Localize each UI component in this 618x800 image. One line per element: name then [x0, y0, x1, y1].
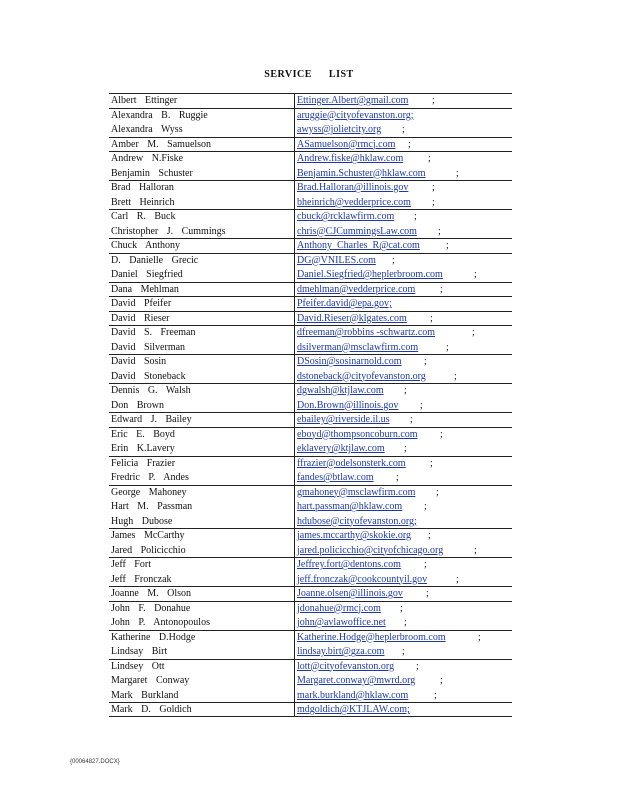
contact-email-link[interactable]: mark.burkland@hklaw.com [297, 689, 409, 701]
list-item [109, 296, 512, 311]
list-item [109, 137, 512, 152]
contact-email-link[interactable]: jared.policicchio@cityofchicago.org [297, 544, 444, 556]
list-item [109, 267, 512, 282]
separator-semicolon: ; [428, 530, 431, 541]
contact-name: John F. Donahue [111, 602, 191, 614]
list-item [109, 93, 512, 108]
contact-name: Chuck Anthony [111, 240, 181, 251]
separator-semicolon: ; [440, 283, 443, 295]
list-item [109, 325, 512, 340]
contact-email-link[interactable]: john@avlawoffice.net [297, 617, 386, 628]
contact-email-link[interactable]: ffrazier@odelsonsterk.com [297, 457, 406, 469]
contact-name: Jeff Fronczak [111, 573, 172, 585]
list-item [109, 180, 512, 195]
contact-name: Alexandra Wyss [111, 124, 183, 135]
contact-email-link[interactable]: Don.Brown@illinois.gov [297, 399, 399, 411]
list-item [109, 108, 512, 123]
separator-semicolon: ; [472, 327, 475, 338]
contact-name: Jared Policicchio [111, 544, 186, 556]
contact-email-link[interactable]: chris@CJCummingsLaw.com [297, 225, 417, 237]
separator-semicolon: ; [392, 254, 395, 266]
separator-semicolon: ; [432, 182, 435, 193]
contact-name: Daniel Siegfried [111, 269, 183, 280]
separator-semicolon: ; [478, 631, 481, 643]
contact-email-link[interactable]: dfreeman@robbins -schwartz.com [297, 327, 436, 338]
contact-email-link[interactable]: Katherine.Hodge@heplerbroom.com [297, 631, 446, 643]
separator-semicolon: ; [408, 138, 411, 150]
contact-name: Mark Burkland [111, 689, 179, 701]
contact-email-link[interactable]: gmahoney@msclawfirm.com [297, 486, 416, 498]
contact-email-link[interactable]: dstoneback@cityofevanston.org [297, 370, 426, 382]
list-item [109, 238, 512, 253]
contact-email-link[interactable]: cbuck@rcklawfirm.com [297, 211, 395, 222]
separator-semicolon: ; [424, 501, 427, 512]
list-item [109, 659, 512, 674]
contact-name: Erin K.Lavery [111, 443, 175, 454]
contact-name: David Sosin [111, 356, 167, 367]
list-item [109, 340, 512, 355]
contact-name: Christopher J. Cummings [111, 225, 226, 237]
contact-name: Katherine D.Hodge [111, 631, 196, 643]
contact-name: Dennis G. Walsh [111, 385, 191, 396]
contact-email-link[interactable]: dgwalsh@ktjlaw.com [297, 385, 384, 396]
list-item [109, 485, 512, 500]
service-list [109, 93, 512, 717]
column-divider [294, 93, 295, 717]
contact-email-link[interactable]: lott@cityofevanston.org [297, 660, 395, 672]
separator-semicolon: ; [400, 602, 403, 614]
separator-semicolon: ; [474, 544, 477, 556]
contact-name: Alexandra B. Ruggie [111, 109, 208, 121]
contact-name: Eric E. Boyd [111, 428, 175, 440]
list-item [109, 209, 512, 224]
contact-email-link[interactable]: jeff.fronczak@cookcountyil.gov [297, 573, 428, 585]
separator-semicolon: ; [430, 312, 433, 324]
list-item [109, 398, 512, 413]
separator-semicolon: ; [428, 153, 431, 164]
separator-semicolon: ; [404, 617, 407, 628]
separator-semicolon: ; [436, 486, 439, 498]
contact-email-link[interactable]: ASamuelson@rmcj.com [297, 138, 396, 150]
list-item [109, 369, 512, 384]
contact-name: David Pfeifer [111, 298, 172, 309]
list-item [109, 412, 512, 427]
contact-email-link[interactable]: fandes@btlaw.com [297, 472, 374, 483]
list-item [109, 166, 512, 181]
separator-semicolon: ; [410, 414, 413, 425]
list-item [109, 499, 512, 514]
list-item [109, 427, 512, 442]
separator-semicolon: ; [396, 472, 399, 483]
contact-email-link[interactable]: Daniel.Siegfried@heplerbroom.com [297, 269, 443, 280]
separator-semicolon: ; [430, 457, 433, 469]
separator-semicolon: ; [456, 167, 459, 179]
contact-name: Carl R. Buck [111, 211, 176, 222]
list-item [109, 673, 512, 688]
separator-semicolon: ; [434, 689, 437, 701]
contact-name: D. Danielle Grecic [111, 254, 199, 266]
contact-name: George Mahoney [111, 486, 187, 498]
list-item [109, 644, 512, 659]
contact-email-link[interactable]: lindsay.birt@gza.com [297, 646, 385, 657]
contact-email-link[interactable]: bheinrich@vedderprice.com [297, 196, 411, 208]
contact-name: Brett Heinrich [111, 196, 175, 208]
contact-email-link[interactable]: ebailey@riverside.il.us [297, 414, 390, 425]
list-item [109, 151, 512, 166]
list-item [109, 572, 512, 587]
contact-name: Joanne M. Olson [111, 588, 192, 599]
contact-name: Lindsey Ott [111, 660, 165, 672]
contact-name: Margaret Conway [111, 675, 190, 686]
contact-name: David S. Freeman [111, 327, 196, 338]
contact-name: Amber M. Samuelson [111, 138, 212, 150]
document-footer: {00064827.DOCX} [70, 759, 120, 765]
contact-name: Dana Mehlman [111, 283, 179, 295]
list-item [109, 470, 512, 485]
contact-name: Edward J. Bailey [111, 414, 192, 425]
separator-semicolon: ; [432, 196, 435, 208]
contact-name: James McCarthy [111, 530, 185, 541]
contact-name: Lindsay Birt [111, 646, 168, 657]
contact-email-link[interactable]: dmehlman@vedderprice.com [297, 283, 416, 295]
separator-semicolon: ; [432, 95, 435, 106]
contact-email-link[interactable]: Jeffrey.fort@dentons.com [297, 559, 401, 570]
list-item [109, 282, 512, 297]
contact-name: Andrew N.Fiske [111, 153, 184, 164]
separator-semicolon: ; [402, 124, 405, 135]
contact-email-link[interactable]: dsilverman@msclawfirm.com [297, 341, 419, 353]
separator-semicolon: ; [426, 588, 429, 599]
list-item [109, 354, 512, 369]
list-item [109, 514, 512, 529]
contact-name: Jeff Fort [111, 559, 151, 570]
separator-semicolon: ; [424, 559, 427, 570]
separator-semicolon: ; [440, 675, 443, 686]
contact-email-link[interactable]: hart.passman@hklaw.com [297, 501, 403, 512]
contact-name: David Stoneback [111, 370, 186, 382]
contact-email-link[interactable]: james.mccarthy@skokie.org [297, 530, 411, 541]
list-item [109, 615, 512, 630]
list-item [109, 224, 512, 239]
contact-name: David Rieser [111, 312, 170, 324]
list-item [109, 543, 512, 558]
contact-email-link[interactable]: Andrew.fiske@hklaw.com [297, 153, 404, 164]
contact-email-link[interactable]: David.Rieser@klgates.com [297, 312, 407, 324]
contact-email-link[interactable]: Anthony_Charles_R@cat.com [297, 240, 420, 251]
contact-email-link[interactable]: eklavery@ktjlaw.com [297, 443, 385, 454]
contact-name: Benjamin Schuster [111, 167, 193, 179]
contact-name: Don Brown [111, 399, 164, 411]
list-item [109, 601, 512, 616]
separator-semicolon: ; [416, 660, 419, 672]
separator-semicolon: ; [414, 211, 417, 222]
separator-semicolon: ; [446, 341, 449, 353]
contact-email-link[interactable]: aruggie@cityofevanston.org; [297, 109, 414, 121]
contact-email-link[interactable]: Brad.Halloran@illinois.gov [297, 182, 409, 193]
contact-email-link[interactable]: DSosin@sosinarnold.com [297, 356, 402, 367]
separator-semicolon: ; [456, 573, 459, 585]
contact-email-link[interactable]: Benjamin.Schuster@hklaw.com [297, 167, 426, 179]
list-item [109, 688, 512, 703]
list-item [109, 630, 512, 645]
contact-name: Mark D. Goldich [111, 704, 192, 715]
separator-semicolon: ; [424, 356, 427, 367]
contact-name: Hugh Dubose [111, 515, 173, 527]
contact-name: Felicia Frazier [111, 457, 176, 469]
list-item [109, 702, 512, 717]
list-item [109, 456, 512, 471]
contact-email-link[interactable]: mdgoldich@KTJLAW.com; [297, 704, 410, 715]
separator-semicolon: ; [402, 646, 405, 657]
contact-email-link[interactable]: Pfeifer.david@epa.gov; [297, 298, 392, 309]
contact-name: Brad Halloran [111, 182, 174, 193]
separator-semicolon: ; [420, 399, 423, 411]
list-item [109, 195, 512, 210]
contact-email-link[interactable]: Margaret.conway@mwrd.org [297, 675, 416, 686]
contact-name: Fredric P. Andes [111, 472, 189, 483]
separator-semicolon: ; [438, 225, 441, 237]
contact-name: John P. Antonopoulos [111, 617, 210, 628]
separator-semicolon: ; [446, 240, 449, 251]
list-item [109, 122, 512, 137]
contact-email-link[interactable]: awyss@jolietcity.org [297, 124, 382, 135]
separator-semicolon: ; [404, 443, 407, 454]
list-item [109, 311, 512, 326]
separator-semicolon: ; [440, 428, 443, 440]
contact-email-link[interactable]: jdonahue@rmcj.com [297, 602, 381, 614]
separator-semicolon: ; [474, 269, 477, 280]
contact-name: David Silverman [111, 341, 186, 353]
contact-email-link[interactable]: Ettinger.Albert@gmail.com [297, 95, 409, 106]
contact-name: Hart M. Passman [111, 501, 193, 512]
separator-semicolon: ; [454, 370, 457, 382]
list-item [109, 383, 512, 398]
list-item [109, 586, 512, 601]
list-item [109, 528, 512, 543]
list-item [109, 253, 512, 268]
list-item [109, 557, 512, 572]
contact-email-link[interactable]: hdubose@cityofevanston.org; [297, 515, 417, 527]
contact-email-link[interactable]: Joanne.olsen@illinois.gov [297, 588, 403, 599]
list-item [109, 441, 512, 456]
page-title: SERVICE LIST [264, 69, 354, 80]
separator-semicolon: ; [404, 385, 407, 396]
contact-email-link[interactable]: DG@VNILES.com [297, 254, 376, 266]
contact-name: Albert Ettinger [111, 95, 178, 106]
contact-email-link[interactable]: eboyd@thompsoncoburn.com [297, 428, 418, 440]
